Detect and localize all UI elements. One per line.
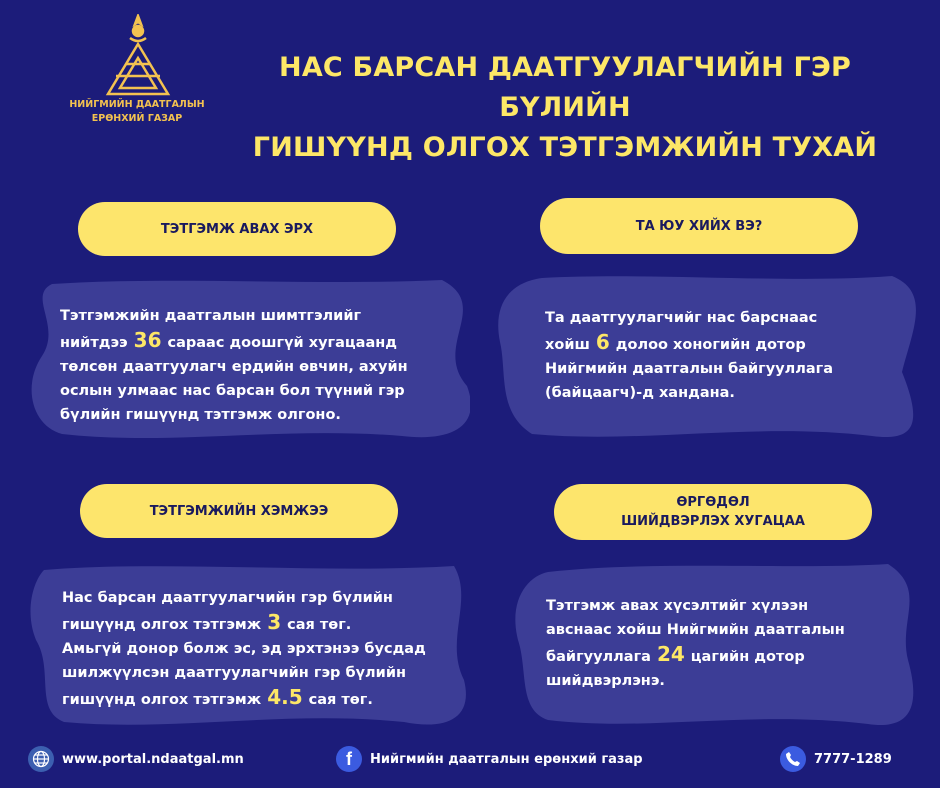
decision-text	[546, 594, 845, 693]
footer-facebook[interactable]	[336, 746, 643, 772]
rights-line-4: ослын улмаас нас барсан бол түүний гэр	[60, 383, 405, 399]
rights-line-1: Тэтгэмжийн даатгалын шимтгэлийг	[60, 308, 362, 324]
rights-line-2a: нийтдээ	[60, 335, 128, 351]
logo-line-2: ЕРӨНХИЙ ГАЗАР	[91, 113, 183, 124]
amount-heading-pill	[80, 484, 398, 538]
facebook-page-link[interactable]: Нийгмийн даатгалын ерөнхий газар	[370, 751, 643, 767]
title-line-2: ГИШҮҮНД ОЛГОХ ТЭТГЭМЖИЙН ТУХАЙ	[252, 132, 878, 163]
decision-heading-line-2: ШИЙДВЭРЛЭХ ХУГАЦАА	[621, 514, 805, 529]
amount-line-4: шилжүүлсэн даатгуулагчийн гэр бүлийн	[62, 665, 407, 681]
todo-text	[545, 306, 833, 405]
facebook-icon: f	[336, 746, 362, 772]
todo-line-2b: долоо хоногийн дотор	[615, 337, 806, 353]
phone-icon	[780, 746, 806, 772]
todo-heading-pill	[540, 198, 858, 254]
decision-hours-number: 24	[656, 642, 685, 666]
decision-line-3b: цагийн дотор	[690, 649, 805, 665]
todo-line-2a: хойш	[545, 337, 590, 353]
footer-website[interactable]	[28, 746, 244, 772]
page-title	[220, 48, 910, 168]
todo-line-4: (байцаагч)-д хандана.	[545, 385, 735, 401]
todo-weeks-number: 6	[595, 330, 610, 354]
decision-line-1: Тэтгэмж авах хүсэлтийг хүлээн	[546, 598, 809, 614]
decision-line-3a: байгууллага	[546, 649, 651, 665]
rights-months-number: 36	[133, 328, 162, 352]
rights-heading: ТЭТГЭМЖ АВАХ ЭРХ	[160, 221, 314, 237]
decision-line-2: авснаас хойш Нийгмийн даатгалын	[546, 622, 845, 638]
todo-line-3: Нийгмийн даатгалын байгууллага	[545, 361, 834, 377]
rights-heading-pill	[78, 202, 396, 256]
amount-line-5a: гишүүнд олгох тэтгэмж	[62, 692, 262, 708]
todo-line-1: Та даатгуулагчийг нас барснаас	[545, 310, 818, 326]
amount-heading: ТЭТГЭМЖИЙН ХЭМЖЭЭ	[149, 503, 329, 519]
website-link[interactable]: www.portal.ndaatgal.mn	[62, 751, 244, 767]
amount-line-3: Амьгүй донор болж эс, эд эрхтэнээ бусдад	[62, 641, 426, 657]
decision-line-4: шийдвэрлэнэ.	[546, 673, 665, 689]
todo-heading: ТА ЮУ ХИЙХ ВЭ?	[635, 218, 763, 234]
title-line-1: НАС БАРСАН ДААТГУУЛАГЧИЙН ГЭР БҮЛИЙН	[279, 52, 851, 123]
emblem-logo	[102, 14, 174, 98]
rights-line-2b: сараас доошгүй хугацаанд	[167, 335, 397, 351]
amount-number-4-5: 4.5	[267, 685, 303, 709]
organization-logo	[62, 14, 212, 126]
amount-text	[62, 586, 426, 712]
globe-icon	[28, 746, 54, 772]
rights-line-3: төлсөн даатгуулагч ердийн өвчин, ахуйн	[60, 359, 408, 375]
rights-line-5: бүлийн гишүүнд тэтгэмж олгоно.	[60, 407, 341, 423]
decision-heading-pill	[554, 484, 872, 540]
amount-line-2b: сая төг.	[287, 617, 352, 633]
footer-phone[interactable]	[780, 746, 892, 772]
logo-line-1: НИЙГМИЙН ДААТГАЛЫН	[69, 99, 205, 110]
amount-number-3: 3	[267, 610, 282, 634]
phone-number[interactable]: 7777-1289	[814, 751, 892, 767]
decision-heading-line-1: ӨРГӨДӨЛ	[676, 495, 750, 510]
rights-text	[60, 304, 408, 427]
amount-line-2a: гишүүнд олгох тэтгэмж	[62, 617, 262, 633]
amount-line-1: Нас барсан даатгуулагчийн гэр бүлийн	[62, 590, 393, 606]
amount-line-5b: сая төг.	[308, 692, 373, 708]
